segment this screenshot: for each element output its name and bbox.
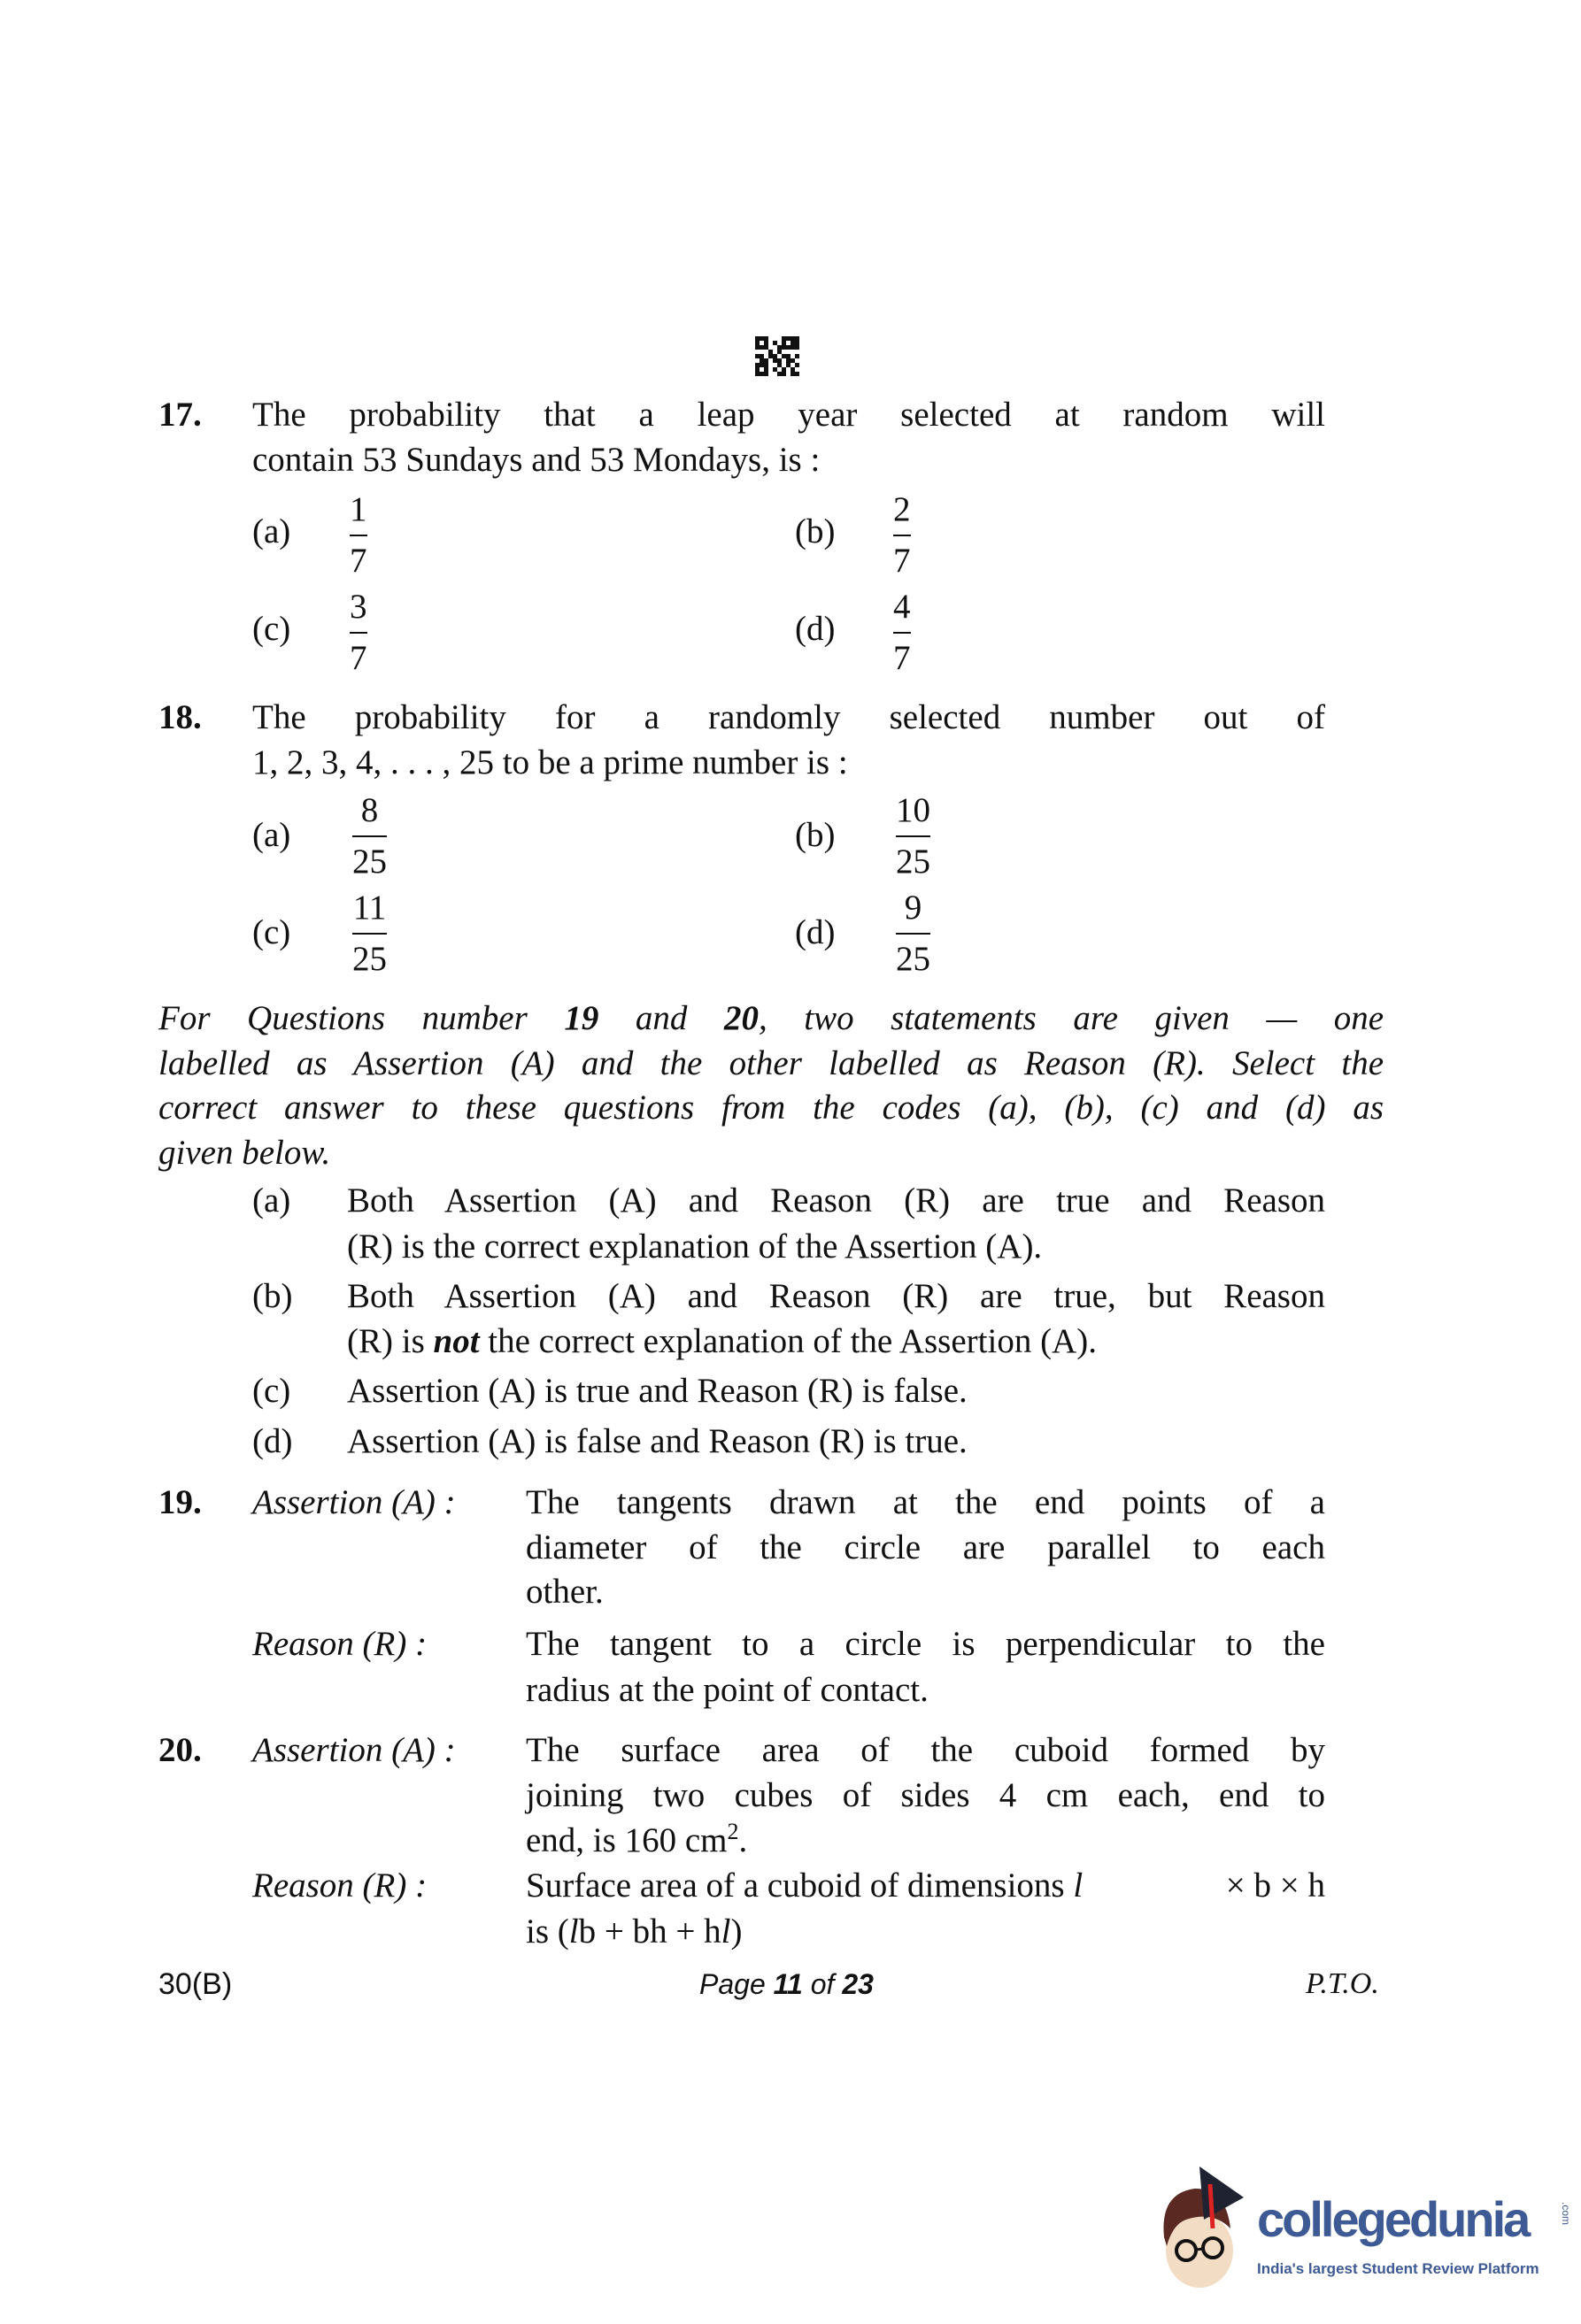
numerator: 1 [350,490,367,528]
denominator: 7 [893,639,911,677]
question-text: The probability for a randomly selected number out of [252,698,1325,736]
option-label: (b) [795,512,836,550]
brand-dotcom: .com [1560,2202,1572,2226]
option-c-fraction [352,885,387,982]
pto-label: P.T.O. [1306,1967,1379,2000]
option-b-fraction [896,788,930,885]
mascot-icon [1151,2166,1266,2290]
denominator: 7 [893,542,911,580]
numerator: 3 [350,588,367,626]
reason-text: is (lb + bh + hl) [526,1912,743,1951]
code-text: Both Assertion (A) and Reason (R) are true, but Reason [347,1277,1325,1315]
denominator: 25 [896,940,930,978]
option-a-fraction [352,788,387,885]
option-d-fraction [893,584,911,681]
option-label: (d) [795,610,836,648]
question-number: 20. [158,1731,202,1769]
code-text: Assertion (A) is true and Reason (R) is false. [347,1372,968,1410]
assertion-label: Assertion (A) : [252,1483,456,1521]
assertion-text: The surface area of the cuboid formed by [526,1731,1325,1769]
brand-name: collegedunia [1257,2191,1529,2247]
assertion-text: other. [526,1573,604,1611]
option-a-fraction [350,487,367,584]
instruction-line: For Questions number 19 and 20, two statements are given — one [158,999,1384,1037]
code-label: (b) [252,1277,293,1315]
assertion-label: Assertion (A) : [252,1731,456,1769]
option-d-fraction [896,885,930,982]
option-label: (c) [252,913,291,951]
option-b-fraction [893,487,911,584]
option-c-fraction [350,584,367,681]
denominator: 7 [350,542,367,580]
code-text: Both Assertion (A) and Reason (R) are true and Reason [347,1181,1325,1220]
collegedunia-watermark [1151,2166,1576,2299]
code-label: (c) [252,1372,291,1410]
option-label: (c) [252,610,291,648]
denominator: 7 [350,639,367,677]
denominator: 25 [896,843,930,881]
option-label: (d) [795,913,836,951]
reason-label: Reason (R) : [252,1866,428,1905]
code-label: (a) [252,1181,291,1220]
numerator: 2 [893,490,911,528]
question-text: contain 53 Sundays and 53 Mondays, is : [252,441,821,479]
numerator: 4 [893,588,911,626]
reason-text: Surface area of a cuboid of dimensions l × b × h [526,1866,1325,1905]
question-number: 19. [158,1483,202,1521]
question-text: The probability that a leap year selected at random will [252,396,1325,434]
reason-label: Reason (R) : [252,1625,428,1663]
assertion-text: diameter of the circle are parallel to each [526,1528,1325,1566]
numerator: 11 [352,889,387,927]
code-text: Assertion (A) is false and Reason (R) is true. [347,1422,968,1460]
assertion-text: joining two cubes of sides 4 cm each, end to [526,1776,1325,1814]
question-number: 17. [158,396,202,434]
instruction-line: labelled as Assertion (A) and the other labelled as Reason (R). Select the [158,1044,1384,1082]
brand-tagline: India's largest Student Review Platform [1257,2260,1539,2277]
numerator: 8 [360,791,379,829]
assertion-text: end, is 160 $cm^2$. [526,1819,748,1859]
code-label: (d) [252,1422,293,1460]
numerator: 9 [904,889,922,927]
qr-code [755,336,799,381]
code-text: (R) is not the correct explanation of the Assertion (A). [347,1322,1097,1360]
reason-text: The tangent to a circle is perpendicular to the [526,1625,1325,1663]
question-number: 18. [158,698,202,736]
option-label: (a) [252,512,291,550]
denominator: 25 [352,843,387,881]
instruction-line: correct answer to these questions from the codes (a), (b), (c) and (d) as [158,1089,1384,1127]
numerator: 10 [896,791,930,829]
code-text: (R) is the correct explanation of the Assertion (A). [347,1227,1043,1266]
instruction-line: given below. [158,1134,331,1172]
assertion-text: The tangents drawn at the end points of a [526,1483,1325,1521]
reason-text: radius at the point of contact. [526,1671,929,1709]
option-label: (b) [795,816,836,854]
option-label: (a) [252,816,291,854]
paper-code: 30(B) [158,1967,233,2001]
question-text: 1, 2, 3, 4, . . . , 25 to be a prime number is : [252,743,848,781]
denominator: 25 [352,940,387,978]
page-number: Page 11 of 23 [699,1968,874,2000]
